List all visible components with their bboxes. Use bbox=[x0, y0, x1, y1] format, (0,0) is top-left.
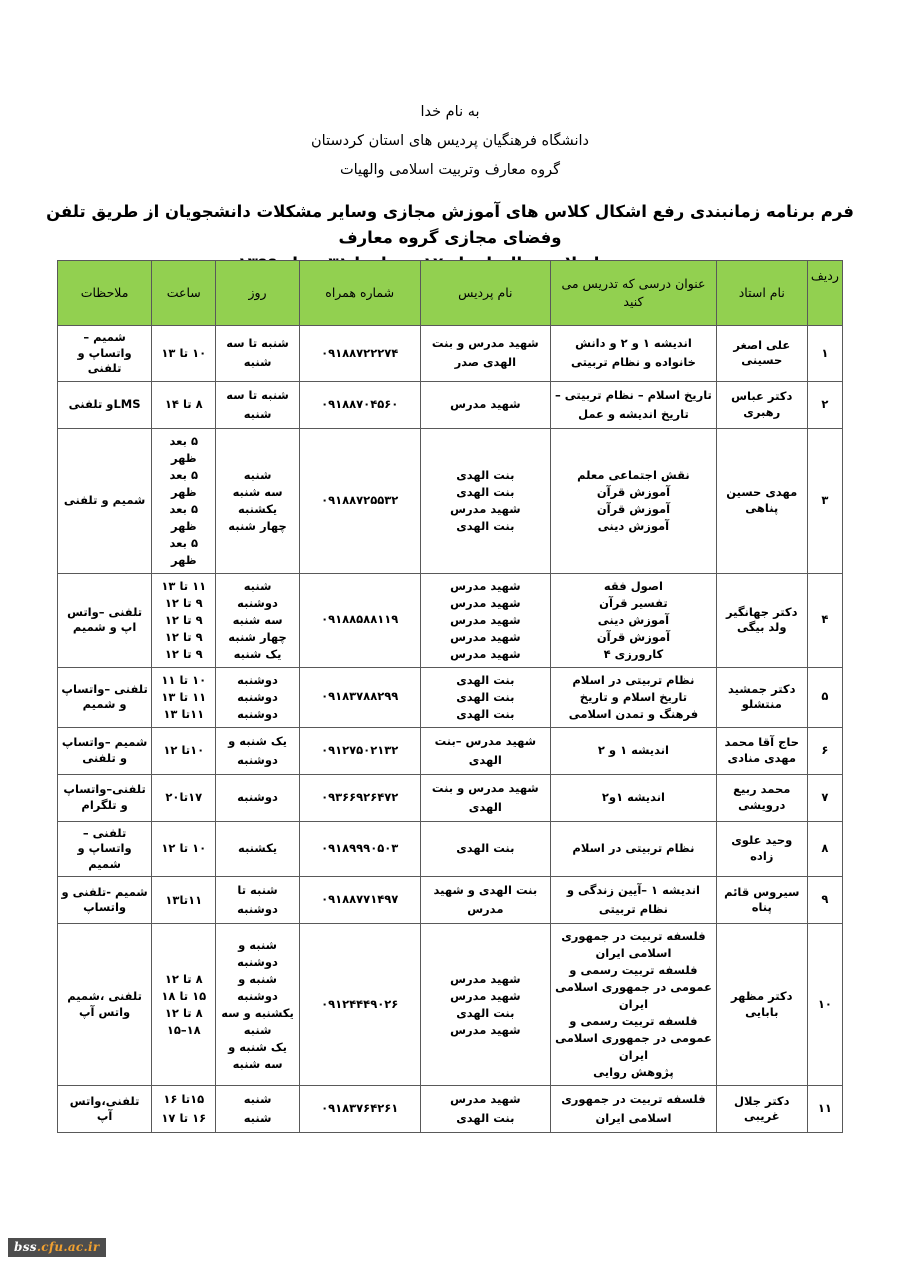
cell-line: آموزش دینی bbox=[597, 518, 670, 533]
column-header-radif: ردیف bbox=[807, 261, 842, 326]
cell-line: بنت الهدی bbox=[456, 467, 515, 482]
cell-molahez-5: تلفنی –واتساپ و شمیم bbox=[58, 667, 152, 727]
cell-line: بنت الهدی bbox=[456, 1111, 515, 1125]
cell-line: ۹ تا ۱۲ bbox=[164, 646, 203, 661]
cell-line: ۹ تا ۱۲ bbox=[164, 595, 203, 610]
cell-pardis-5 bbox=[420, 667, 550, 727]
cell-rooz-5 bbox=[216, 667, 299, 727]
table-row bbox=[58, 428, 843, 573]
cell-onvan-10 bbox=[551, 924, 717, 1086]
table-row bbox=[58, 326, 843, 382]
cell-saat-10 bbox=[152, 924, 216, 1086]
cell-line: ۱۵ تا ۱۸ bbox=[161, 988, 207, 1003]
cell-line: شهید مدرس bbox=[450, 629, 521, 644]
cell-radif-11: ۱۱ bbox=[807, 1086, 842, 1133]
cell-onvan-2 bbox=[551, 381, 717, 428]
cell-line: ۵ بعد ظهر bbox=[169, 535, 199, 567]
cell-line: شهید مدرس و بنت الهدی bbox=[431, 780, 539, 814]
cell-saat-9 bbox=[152, 877, 216, 924]
cell-line: تاریخ اسلام و تاریخ bbox=[579, 689, 688, 704]
cell-line: بنت الهدی bbox=[456, 689, 515, 704]
cell-line: شهید مدرس bbox=[450, 646, 521, 661]
table-row bbox=[58, 381, 843, 428]
cell-line: کارورزی ۴ bbox=[603, 646, 664, 661]
table-row bbox=[58, 1086, 843, 1133]
cell-line: اندیشه ۱و۲ bbox=[601, 790, 665, 804]
cell-rooz-4 bbox=[216, 573, 299, 667]
cell-radif-5: ۵ bbox=[807, 667, 842, 727]
cell-line: نقش اجتماعی معلم bbox=[577, 467, 690, 482]
cell-line: سه شنبه bbox=[232, 612, 283, 627]
cell-line: شهید مدرس bbox=[450, 501, 521, 516]
cell-line: ۱۶ تا ۱۷ bbox=[161, 1111, 207, 1125]
cell-onvan-5 bbox=[551, 667, 717, 727]
cell-mobile-3: ۰۹۱۸۸۷۲۵۵۳۲ bbox=[299, 428, 420, 573]
cell-rooz-3 bbox=[216, 428, 299, 573]
cell-pardis-9 bbox=[420, 877, 550, 924]
cell-line: ۱۰تا ۱۲ bbox=[163, 743, 205, 757]
cell-line: سه شنبه bbox=[232, 484, 283, 499]
cell-line: ۱۰ تا ۱۳ bbox=[161, 345, 207, 360]
cell-line: اندیشه ۱ و ۲ و دانش خانواده و نظام تربیتی bbox=[570, 336, 696, 370]
cell-pardis-6 bbox=[420, 727, 550, 774]
cell-saat-4 bbox=[152, 573, 216, 667]
cell-line: شنبه bbox=[243, 1111, 272, 1125]
cell-line: ۱۵تا ۱۶ bbox=[163, 1092, 205, 1106]
cell-line: یکشنبه bbox=[238, 841, 278, 856]
cell-line: ۵ بعد ظهر bbox=[169, 433, 199, 465]
column-header-mobile: شماره همراه bbox=[299, 261, 420, 326]
cell-saat-7 bbox=[152, 774, 216, 821]
cell-ostad-9: سیروس قائم پناه bbox=[716, 877, 807, 924]
cell-ostad-5: دکتر جمشید منتشلو bbox=[716, 667, 807, 727]
cell-rooz-2 bbox=[216, 381, 299, 428]
schedule-table bbox=[57, 260, 843, 1133]
cell-line: یک شنبه و دوشنبه bbox=[228, 733, 287, 767]
cell-line: ۹ تا ۱۲ bbox=[164, 629, 203, 644]
cell-pardis-11 bbox=[420, 1086, 550, 1133]
column-header-saat: ساعت bbox=[152, 261, 216, 326]
cell-mobile-5: ۰۹۱۸۳۷۸۸۲۹۹ bbox=[299, 667, 420, 727]
cell-onvan-8 bbox=[551, 821, 717, 877]
cell-line: شنبه و دوشنبه bbox=[237, 971, 278, 1003]
cell-line: ۱۸–۱۵ bbox=[166, 1022, 201, 1037]
cell-pardis-4 bbox=[420, 573, 550, 667]
cell-line: شنبه تا سه شنبه bbox=[226, 336, 289, 370]
cell-saat-3 bbox=[152, 428, 216, 573]
cell-onvan-7 bbox=[551, 774, 717, 821]
cell-line: شنبه bbox=[243, 578, 272, 593]
table-header-row bbox=[58, 261, 843, 326]
cell-molahez-7: تلفنی–واتساپ و تلگرام bbox=[58, 774, 152, 821]
cell-line: فلسفه تربیت در جمهوری اسلامی ایران bbox=[561, 1092, 706, 1125]
cell-ostad-3: مهدی حسین پناهی bbox=[716, 428, 807, 573]
cell-saat-6 bbox=[152, 727, 216, 774]
cell-rooz-7 bbox=[216, 774, 299, 821]
header-line-university: دانشگاه فرهنگیان پردیس های استان کردستان bbox=[311, 133, 589, 149]
cell-line: ۸ تا ۱۲ bbox=[164, 971, 203, 986]
cell-pardis-7 bbox=[420, 774, 550, 821]
cell-rooz-6 bbox=[216, 727, 299, 774]
cell-onvan-4 bbox=[551, 573, 717, 667]
cell-line: فرهنگ و تمدن اسلامی bbox=[568, 706, 699, 721]
cell-radif-4: ۴ bbox=[807, 573, 842, 667]
cell-line: اصول فقه bbox=[603, 578, 663, 593]
cell-line: ۱۱ تا ۱۳ bbox=[161, 689, 207, 704]
column-header-onvan: عنوان درسی که تدریس می کنید bbox=[551, 261, 717, 326]
cell-line: بنت الهدی bbox=[456, 706, 515, 721]
cell-mobile-6: ۰۹۱۲۷۵۰۲۱۳۲ bbox=[299, 727, 420, 774]
header-line-department: گروه معارف وتربیت اسلامی والهیات bbox=[339, 162, 561, 178]
cell-line: آموزش قرآن bbox=[596, 629, 671, 644]
cell-line: ۸ تا ۱۲ bbox=[164, 1005, 203, 1020]
cell-line: چهار شنبه bbox=[228, 629, 287, 644]
cell-rooz-11 bbox=[216, 1086, 299, 1133]
cell-mobile-2: ۰۹۱۸۸۷۰۴۵۶۰ bbox=[299, 381, 420, 428]
cell-molahez-6: شمیم –واتساپ و تلفنی bbox=[58, 727, 152, 774]
watermark-prefix: bss bbox=[14, 1240, 37, 1254]
cell-line: آموزش قرآن bbox=[596, 501, 671, 516]
cell-radif-1: ۱ bbox=[807, 326, 842, 382]
cell-line: ۸ تا ۱۴ bbox=[164, 397, 203, 411]
cell-ostad-11: دکتر جلال غریبی bbox=[716, 1086, 807, 1133]
cell-rooz-8 bbox=[216, 821, 299, 877]
cell-molahez-1: شمیم – واتساپ و تلفنی bbox=[58, 326, 152, 382]
cell-line: اندیشه ۱ و ۲ bbox=[597, 743, 669, 757]
cell-line: تفسیر قرآن bbox=[599, 595, 668, 610]
cell-line: تاریخ اسلام – نظام تربیتی – تاریخ اندیشه و عمل bbox=[555, 387, 712, 421]
cell-line: شنبه bbox=[243, 467, 272, 482]
cell-mobile-8: ۰۹۱۸۹۹۹۰۵۰۳ bbox=[299, 821, 420, 877]
cell-line: شهید مدرس bbox=[450, 595, 521, 610]
cell-saat-1 bbox=[152, 326, 216, 382]
cell-pardis-3 bbox=[420, 428, 550, 573]
cell-line: ۱۰ تا ۱۱ bbox=[161, 672, 207, 687]
cell-pardis-8 bbox=[420, 821, 550, 877]
watermark-domain: .cfu.ac.ir bbox=[36, 1240, 100, 1254]
cell-mobile-4: ۰۹۱۸۸۵۸۸۱۱۹ bbox=[299, 573, 420, 667]
cell-saat-8 bbox=[152, 821, 216, 877]
cell-mobile-1: ۰۹۱۸۸۷۲۲۲۷۴ bbox=[299, 326, 420, 382]
cell-line: فلسفه تربیت رسمی و عمومی در جمهوری اسلامی ایران bbox=[555, 963, 712, 1011]
cell-line: یک شنبه و سه شنبه bbox=[228, 1039, 287, 1071]
cell-line: ۹ تا ۱۲ bbox=[164, 612, 203, 627]
table-row bbox=[58, 821, 843, 877]
cell-onvan-11 bbox=[551, 1086, 717, 1133]
page-title-line-1: فرم برنامه زمانبندی رفع اشکال کلاس های آموزش مجازی وسایر مشکلات دانشجویان از طریق تلفن وفضای مجازی گروه معارف bbox=[46, 202, 854, 247]
column-header-rooz: روز bbox=[216, 261, 299, 326]
cell-line: شنبه تا دوشنبه bbox=[237, 883, 278, 916]
cell-onvan-1 bbox=[551, 326, 717, 382]
cell-line: بنت الهدی bbox=[456, 841, 515, 856]
cell-line: بنت الهدی و شهید مدرس bbox=[433, 883, 538, 916]
cell-ostad-8: وحید علوی زاده bbox=[716, 821, 807, 877]
cell-line: شهید مدرس –بنت الهدی bbox=[434, 733, 537, 767]
cell-line: دوشنبه bbox=[237, 689, 278, 704]
cell-mobile-9: ۰۹۱۸۸۷۷۱۴۹۷ bbox=[299, 877, 420, 924]
cell-line: شهید مدرس bbox=[450, 988, 521, 1003]
cell-radif-10: ۱۰ bbox=[807, 924, 842, 1086]
cell-molahez-11: تلفنی،واتس آپ bbox=[58, 1086, 152, 1133]
cell-saat-2 bbox=[152, 381, 216, 428]
cell-molahez-3: شمیم و تلفنی bbox=[58, 428, 152, 573]
column-header-ostad: نام استاد bbox=[716, 261, 807, 326]
cell-line: ۱۷تا۲۰ bbox=[165, 790, 203, 804]
cell-line: شهید مدرس و بنت الهدی صدر bbox=[431, 336, 539, 370]
table-body bbox=[58, 326, 843, 1133]
cell-pardis-10 bbox=[420, 924, 550, 1086]
cell-line: نظام تربیتی در اسلام bbox=[572, 672, 695, 687]
cell-line: بنت الهدی bbox=[456, 518, 515, 533]
table-row bbox=[58, 774, 843, 821]
cell-ostad-4: دکتر جهانگیر ولد بیگی bbox=[716, 573, 807, 667]
cell-radif-8: ۸ bbox=[807, 821, 842, 877]
cell-line: شنبه تا سه شنبه bbox=[226, 387, 289, 421]
cell-onvan-3 bbox=[551, 428, 717, 573]
cell-line: شنبه و دوشنبه bbox=[237, 937, 278, 969]
cell-line: آموزش دینی bbox=[597, 612, 670, 627]
table-row bbox=[58, 924, 843, 1086]
cell-line: چهار شنبه bbox=[228, 518, 287, 533]
cell-line: ۱۰ تا ۱۲ bbox=[161, 841, 207, 856]
cell-mobile-7: ۰۹۳۶۶۹۲۶۴۷۲ bbox=[299, 774, 420, 821]
cell-line: بنت الهدی bbox=[456, 1005, 515, 1020]
cell-line: ۵ بعد ظهر bbox=[169, 501, 199, 533]
cell-radif-3: ۳ bbox=[807, 428, 842, 573]
cell-mobile-10: ۰۹۱۲۴۴۴۹۰۲۶ bbox=[299, 924, 420, 1086]
cell-radif-2: ۲ bbox=[807, 381, 842, 428]
cell-line: دوشنبه bbox=[237, 595, 278, 610]
cell-rooz-1 bbox=[216, 326, 299, 382]
cell-ostad-2: دکتر عباس رهبری bbox=[716, 381, 807, 428]
schedule-table-wrapper bbox=[57, 260, 843, 1133]
cell-molahez-4: تلفنی –واتس اپ و شمیم bbox=[58, 573, 152, 667]
cell-line: بنت الهدی bbox=[456, 672, 515, 687]
table-row bbox=[58, 877, 843, 924]
cell-pardis-2 bbox=[420, 381, 550, 428]
cell-molahez-9: شمیم -تلفنی و واتساپ bbox=[58, 877, 152, 924]
cell-radif-9: ۹ bbox=[807, 877, 842, 924]
cell-pardis-1 bbox=[420, 326, 550, 382]
cell-rooz-9 bbox=[216, 877, 299, 924]
cell-ostad-10: دکتر مظهر بابایی bbox=[716, 924, 807, 1086]
cell-line: شهید مدرس bbox=[450, 971, 521, 986]
cell-line: ۱۱ تا ۱۳ bbox=[161, 578, 207, 593]
cell-line: ۱۱تا۱۳ bbox=[165, 892, 203, 907]
header-line-basmala: به نام خدا bbox=[420, 104, 480, 120]
cell-ostad-6: حاج آقا محمد مهدی منادی bbox=[716, 727, 807, 774]
cell-line: آموزش قرآن bbox=[596, 484, 671, 499]
cell-line: شهید مدرس bbox=[450, 1092, 521, 1106]
column-header-molahez: ملاحظات bbox=[58, 261, 152, 326]
cell-molahez-10: تلفنی ،شمیم واتس آپ bbox=[58, 924, 152, 1086]
cell-mobile-11: ۰۹۱۸۳۷۶۴۲۶۱ bbox=[299, 1086, 420, 1133]
cell-line: شهید مدرس bbox=[450, 612, 521, 627]
cell-line: ۱۱تا ۱۳ bbox=[163, 706, 205, 721]
cell-ostad-7: محمد ربیع درویشی bbox=[716, 774, 807, 821]
cell-line: یکشنبه bbox=[238, 501, 278, 516]
cell-molahez-8: تلفنی – واتساپ و شمیم bbox=[58, 821, 152, 877]
cell-line: یک شنبه bbox=[233, 646, 282, 661]
cell-onvan-9 bbox=[551, 877, 717, 924]
table-row bbox=[58, 727, 843, 774]
cell-line: شهید مدرس bbox=[450, 578, 521, 593]
cell-molahez-2: LMSو تلفنی bbox=[58, 381, 152, 428]
cell-line: پژوهش روایی bbox=[593, 1065, 674, 1079]
cell-line: اندیشه ۱ –آیین زندگی و نظام تربیتی bbox=[566, 883, 700, 916]
cell-line: دوشنبه bbox=[237, 672, 278, 687]
site-watermark bbox=[8, 1238, 106, 1257]
table-row bbox=[58, 667, 843, 727]
cell-line: ۵ بعد ظهر bbox=[169, 467, 199, 499]
cell-radif-6: ۶ bbox=[807, 727, 842, 774]
cell-line: شهید مدرس bbox=[450, 397, 521, 411]
cell-line: فلسفه تربیت در جمهوری اسلامی ایران bbox=[561, 929, 706, 960]
cell-onvan-6 bbox=[551, 727, 717, 774]
document-header bbox=[0, 98, 900, 277]
cell-line: دوشنبه bbox=[237, 706, 278, 721]
cell-rooz-10 bbox=[216, 924, 299, 1086]
cell-line: فلسفه تربیت رسمی و عمومی در جمهوری اسلامی ایران bbox=[555, 1014, 712, 1062]
cell-saat-5 bbox=[152, 667, 216, 727]
cell-line: بنت الهدی bbox=[456, 484, 515, 499]
cell-ostad-1: علی اصغر حسینی bbox=[716, 326, 807, 382]
table-header bbox=[58, 261, 843, 326]
table-row bbox=[58, 573, 843, 667]
cell-line: شنبه bbox=[243, 1092, 272, 1106]
cell-line: یکشنبه و سه شنبه bbox=[221, 1005, 294, 1037]
cell-line: شهید مدرس bbox=[450, 1022, 521, 1037]
cell-line: نظام تربیتی در اسلام bbox=[572, 841, 695, 856]
cell-line: دوشنبه bbox=[237, 790, 278, 804]
column-header-pardis: نام پردیس bbox=[420, 261, 550, 326]
cell-saat-11 bbox=[152, 1086, 216, 1133]
cell-radif-7: ۷ bbox=[807, 774, 842, 821]
